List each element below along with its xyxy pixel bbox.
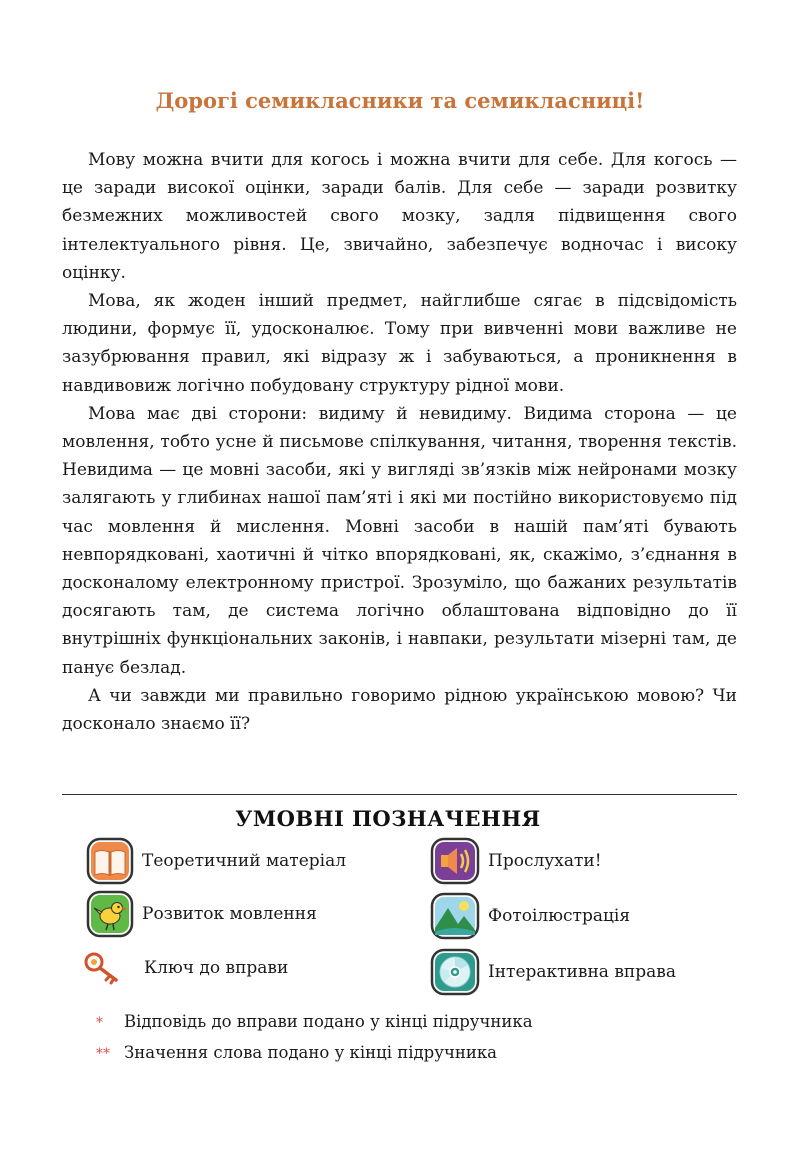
note-answer [96,1012,533,1031]
book-icon [86,837,134,885]
legend-label-photo: Фотоілюстрація [488,906,631,926]
legend-item-speech [86,890,317,938]
intro-text [62,146,737,738]
paragraph-4: А чи завжди ми правильно говоримо рідною українською мовою? Чи досконало знаємо її? [62,685,737,735]
legend-label-key: Ключ до вправи [144,958,289,978]
landscape-photo-icon [430,892,480,940]
double-asterisk-marker: ** [96,1046,110,1062]
legend-label-speech: Розвиток мовлення [142,904,317,924]
section-divider [62,794,737,795]
note-meaning [96,1043,497,1062]
legend-label-listen: Прослухати! [488,851,602,871]
legend-heading: УМОВНІ ПОЗНАЧЕННЯ [235,806,541,831]
legend-label-interactive: Інтерактивна вправа [488,962,676,982]
note-meaning-text: Значення слова подано у кінці підручника [124,1043,497,1062]
paragraph-2: Мова, як жоден інший предмет, найглибше сягає в підсвідомість людини, формує її, удосконалює. Тому при вивченні мови важливе не зазубрювання правил, які відразу ж і забуваються, а проникнення в навдивовиж логічно побудовану структуру рідної мови. [62,291,737,396]
note-answer-text: Відповідь до вправи подано у кінці підручника [124,1012,533,1031]
speaker-icon [430,837,480,885]
key-icon [82,950,126,986]
single-asterisk-marker: * [96,1015,103,1031]
bird-icon [86,890,134,938]
paragraph-1: Мову можна вчити для когось і можна вчити для себе. Для когось — це заради високої оцінки, заради балів. Для себе — заради розвитку безмежних можливостей свого мозку, задля підвищення свого інтелектуального рівня. Це, звичайно, забезпечує водночас і високу оцінку. [62,150,737,283]
disc-icon [430,948,480,996]
legend-label-theory: Теоретичний матеріал [142,851,347,871]
legend-item-key [82,950,288,986]
legend-item-photo [430,892,630,940]
paragraph-3: Мова має дві сторони: видиму й невидиму. Видима сторона — це мовлення, тобто усне й письмове спілкування, читання, творення текстів. Невидима — це мовні засоби, які у вигляді зв’язків між нейронами мозку залягають у глибинах нашої пам’яті і які ми постійно використовуємо під час мовлення й мислення. Мовні засоби в нашій пам’яті бувають невпорядковані, хаотичні й чітко впорядковані, як, скажімо, з’єднання в досконалому електронному пристрої. Зрозуміло, що бажаних результатів досягають там, де система логічно облаштована відповідно до її внутрішніх функціональних законів, і навпаки, результати мізерні там, де панує безлад. [62,403,737,678]
legend-item-interactive [430,948,676,996]
legend-item-listen [430,837,602,885]
page-title: Дорогі семикласники та семикласниці! [155,88,645,113]
legend-item-theory [86,837,346,885]
